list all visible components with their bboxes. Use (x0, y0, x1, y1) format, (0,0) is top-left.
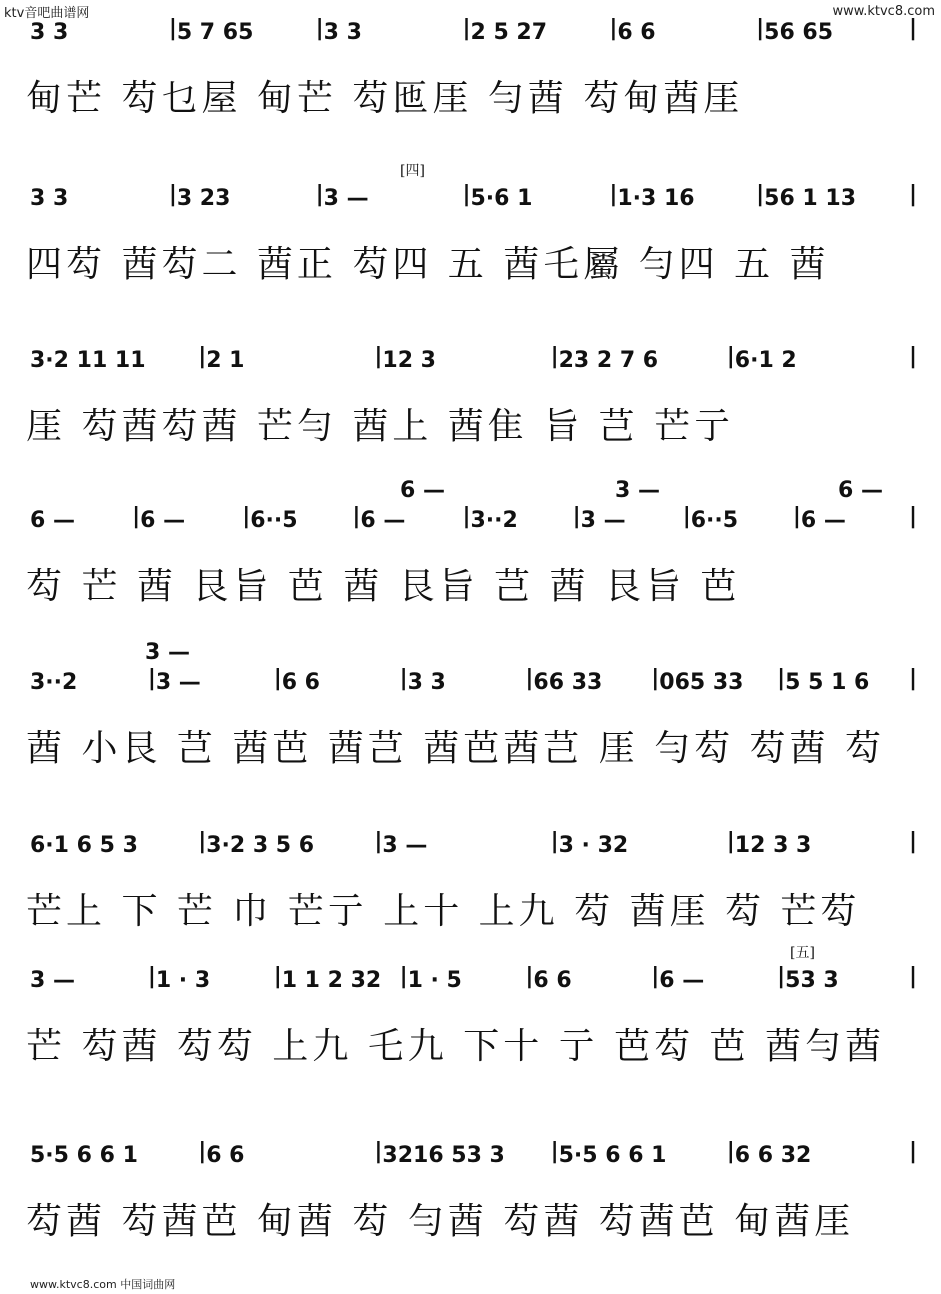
barline: | (909, 1139, 918, 1164)
upper-voice-note: 3 — (615, 478, 660, 503)
barline: | (726, 1139, 735, 1164)
measure: 5·6 1 (470, 186, 533, 211)
measure: 5 5 1 6 (785, 670, 870, 695)
notation-row (30, 344, 918, 388)
barline: | (198, 344, 207, 369)
barline: | (756, 182, 765, 207)
measure: 56 65 (764, 20, 834, 45)
barline: | (168, 16, 177, 41)
barline: | (777, 964, 786, 989)
upper-voice-note: 6 — (400, 478, 445, 503)
measure: 1·3 16 (617, 186, 695, 211)
measure: 065 33 (659, 670, 744, 695)
watermark-top-left: ktv音吧曲谱网 (4, 6, 90, 21)
tablature-row: 莤 小艮 芑 莤芭 莤芑 莤芭莤芑 厓 勻芶 芶莤 芶 (26, 728, 885, 769)
tablature-row: 芶 芒 莤 艮旨 芭 莤 艮旨 芑 莤 艮旨 芭 (26, 566, 741, 607)
measure: 6 6 32 (734, 1143, 812, 1168)
measure: 3·2 3 5 6 (206, 833, 315, 858)
measure: 6·1 6 5 3 (30, 833, 138, 858)
measure: 3216 53 3 (382, 1143, 505, 1168)
barline: | (909, 829, 918, 854)
upper-voice-note: 3 — (145, 640, 190, 665)
barline: | (374, 1139, 383, 1164)
notation-row (30, 829, 918, 873)
measure: 56 1 13 (764, 186, 857, 211)
measure: 6 6 (533, 968, 572, 993)
measure: 6 — (800, 508, 846, 533)
measure: 3 — (323, 186, 369, 211)
measure: 1 · 5 (407, 968, 462, 993)
measure: 3 3 (30, 20, 69, 45)
measure: 6 6 (281, 670, 320, 695)
barline: | (198, 1139, 207, 1164)
measure: 3 — (382, 833, 428, 858)
barline: | (374, 344, 383, 369)
measure: 6·1 2 (734, 348, 797, 373)
measure: 12 3 3 (734, 833, 812, 858)
measure: 1 · 3 (155, 968, 211, 993)
barline: | (242, 504, 251, 529)
measure: 2 1 (206, 348, 245, 373)
barline: | (132, 504, 141, 529)
barline: | (726, 829, 735, 854)
notation-row (30, 504, 918, 548)
measure: 3··2 (470, 508, 518, 533)
measure: 6··5 (250, 508, 298, 533)
barline: | (525, 964, 534, 989)
barline: | (572, 504, 581, 529)
measure: 6 — (659, 968, 705, 993)
barline: | (462, 182, 471, 207)
measure: 6 6 (617, 20, 656, 45)
barline: | (550, 829, 559, 854)
measure: 3 — (580, 508, 626, 533)
barline: | (550, 344, 559, 369)
barline: | (198, 829, 207, 854)
upper-voice-note: 6 — (838, 478, 883, 503)
measure: 53 3 (785, 968, 839, 993)
barline: | (909, 182, 918, 207)
tablature-row: 芶莤 芶莤芭 甸莤 芶 勻莤 芶莤 芶莤芭 甸莤厓 (26, 1201, 855, 1242)
barline: | (315, 182, 324, 207)
tablature-row: 厓 芶莤芶莤 芒勻 莤上 莤隹 旨 芑 芒亍 (26, 406, 735, 447)
measure: 66 33 (533, 670, 603, 695)
measure: 5·5 6 6 1 (558, 1143, 667, 1168)
barline: | (909, 504, 918, 529)
measure: 5·5 6 6 1 (30, 1143, 138, 1168)
measure: 3··2 (30, 670, 78, 695)
tablature-row: 芒 芶莤 芶芶 上九 乇九 下十 亍 芭芶 芭 莤勻莤 (26, 1026, 885, 1067)
barline: | (651, 666, 660, 691)
barline: | (792, 504, 801, 529)
measure: 6 — (30, 508, 75, 533)
barline: | (462, 16, 471, 41)
tablature-row: 芒上 下 芒 巾 芒亍 上十 上九 芶 莤厓 芶 芒芶 (26, 891, 861, 932)
notation-row (30, 182, 918, 226)
measure: 12 3 (382, 348, 436, 373)
measure: 3·2 11 11 (30, 348, 146, 373)
measure: 6 — (360, 508, 406, 533)
watermark-bottom-left: www.ktvc8.com 中国词曲网 (30, 1278, 176, 1291)
barline: | (609, 16, 618, 41)
barline: | (651, 964, 660, 989)
barline: | (609, 182, 618, 207)
barline: | (352, 504, 361, 529)
barline: | (909, 964, 918, 989)
notation-row (30, 16, 918, 60)
tablature-row: 甸芒 芶乜屋 甸芒 芶匜厓 勻莤 芶甸莤厓 (26, 78, 744, 119)
measure: 3 3 (323, 20, 362, 45)
section-marker: [四] (400, 163, 425, 179)
barline: | (756, 16, 765, 41)
barline: | (462, 504, 471, 529)
barline: | (374, 829, 383, 854)
barline: | (909, 344, 918, 369)
barline: | (273, 666, 282, 691)
barline: | (315, 16, 324, 41)
measure: 3 23 (176, 186, 231, 211)
barline: | (273, 964, 282, 989)
measure: 3 3 (30, 186, 69, 211)
measure: 3 — (155, 670, 201, 695)
barline: | (525, 666, 534, 691)
section-marker: [五] (790, 945, 815, 961)
barline: | (147, 964, 156, 989)
measure: 6··5 (690, 508, 739, 533)
barline: | (168, 182, 177, 207)
notation-row (30, 1139, 918, 1183)
measure: 3 3 (407, 670, 446, 695)
measure: 3 — (30, 968, 75, 993)
barline: | (726, 344, 735, 369)
notation-row (30, 964, 918, 1008)
barline: | (682, 504, 691, 529)
barline: | (909, 16, 918, 41)
barline: | (777, 666, 786, 691)
measure: 23 2 7 6 (558, 348, 659, 373)
measure: 6 — (140, 508, 186, 533)
notation-row (30, 666, 918, 710)
measure: 6 6 (206, 1143, 245, 1168)
measure: 1 1 2 32 (281, 968, 382, 993)
tablature-row: 四芶 莤芶二 莤正 芶四 五 莤乇屬 勻四 五 莤 (26, 244, 830, 285)
barline: | (399, 666, 408, 691)
barline: | (399, 964, 408, 989)
barline: | (147, 666, 156, 691)
measure: 5 7 65 (176, 20, 254, 45)
measure: 2 5 27 (470, 20, 548, 45)
barline: | (550, 1139, 559, 1164)
measure: 3 · 32 (558, 833, 629, 858)
watermark-top-right: www.ktvc8.com (832, 4, 935, 19)
barline: | (909, 666, 918, 691)
